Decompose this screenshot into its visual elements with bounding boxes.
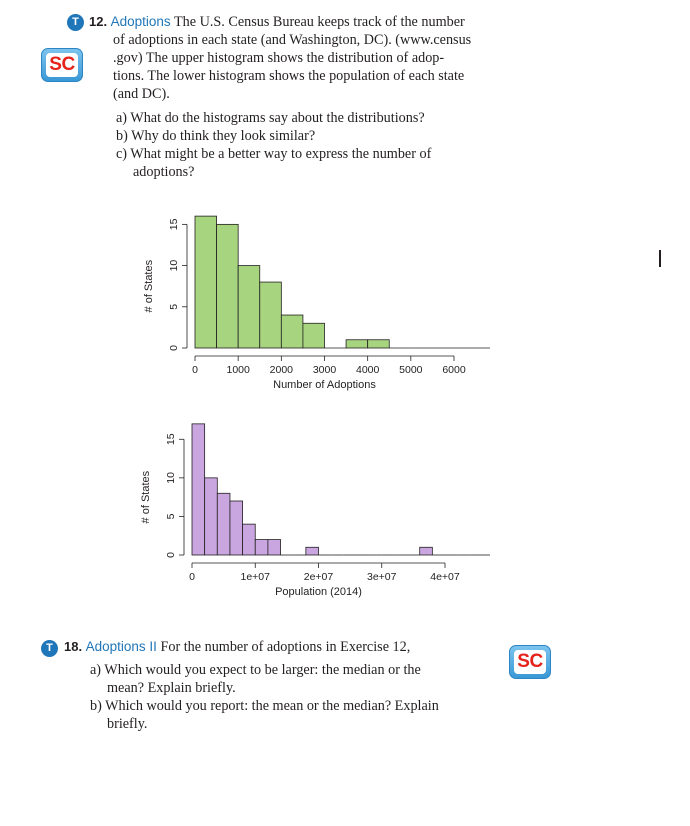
x-tick-label: 2000 bbox=[269, 364, 294, 376]
statement-line: (and DC). bbox=[113, 86, 170, 102]
statement-line: The U.S. Census Bureau keeps track of the number bbox=[173, 14, 465, 30]
part-c: c) What might be a better way to express the number of bbox=[116, 146, 432, 162]
x-tick-label: 6000 bbox=[442, 364, 466, 376]
x-tick-label: 2e+07 bbox=[303, 571, 334, 583]
statement-line: tions. The lower histogram shows the population of each state bbox=[113, 68, 465, 84]
sc-label: SC bbox=[46, 53, 78, 77]
statement-line: For the number of adoptions in Exercise 12, bbox=[160, 639, 411, 655]
y-tick-label: 5 bbox=[168, 303, 180, 310]
exercise-title: Adoptions II bbox=[85, 639, 157, 654]
x-tick-label: 3e+07 bbox=[367, 571, 397, 583]
statement-line: .gov) The upper histogram shows the distribution of adop- bbox=[113, 50, 445, 66]
histogram-bar bbox=[195, 216, 217, 348]
sc-badge-icon bbox=[509, 645, 551, 679]
x-axis-label: Population (2014) bbox=[275, 586, 362, 598]
histogram-bar bbox=[255, 540, 268, 555]
exercise-number: 12. bbox=[89, 14, 108, 29]
x-axis-label: Number of Adoptions bbox=[273, 379, 376, 391]
adoptions-histogram bbox=[130, 200, 490, 405]
exercise-number: 18. bbox=[64, 639, 83, 654]
t-badge-icon: T bbox=[41, 640, 58, 657]
exercise-18-statement bbox=[64, 638, 410, 656]
histogram-bar bbox=[192, 424, 205, 555]
t-badge-icon: T bbox=[67, 14, 84, 31]
part-c-cont: adoptions? bbox=[133, 164, 195, 180]
y-axis-label: # of States bbox=[140, 470, 152, 524]
x-tick-label: 3000 bbox=[312, 364, 337, 376]
x-tick-label: 0 bbox=[189, 571, 195, 583]
part-a-cont: mean? Explain briefly. bbox=[107, 680, 236, 696]
histogram-bar bbox=[217, 493, 230, 555]
x-tick-label: 5000 bbox=[399, 364, 423, 376]
y-tick-label: 10 bbox=[165, 472, 177, 484]
histogram-bar bbox=[268, 540, 281, 555]
y-tick-label: 10 bbox=[168, 259, 180, 272]
histogram-bar bbox=[217, 224, 239, 348]
part-b-cont: briefly. bbox=[107, 716, 148, 732]
histogram-bar bbox=[230, 501, 243, 555]
x-tick-label: 4e+07 bbox=[430, 571, 460, 583]
histogram-bar bbox=[306, 547, 319, 555]
y-tick-label: 5 bbox=[165, 513, 177, 520]
histogram-bar bbox=[260, 282, 282, 348]
statement-line: of adoptions in each state (and Washington, DC). (www.census bbox=[113, 32, 472, 48]
exercise-12-statement bbox=[89, 13, 471, 103]
x-tick-label: 0 bbox=[192, 364, 198, 376]
y-axis-label: # of States bbox=[143, 259, 155, 313]
y-tick-label: 15 bbox=[165, 433, 177, 446]
text-cursor bbox=[659, 250, 661, 267]
part-a: a) Which would you expect to be larger: the median or the bbox=[90, 662, 421, 678]
part-b: b) Why do think they look similar? bbox=[116, 128, 316, 144]
histogram-bar bbox=[238, 266, 260, 348]
population-histogram bbox=[130, 410, 490, 610]
histogram-bar bbox=[243, 524, 256, 555]
exercise-12-parts bbox=[116, 109, 431, 181]
histogram-bar bbox=[420, 547, 433, 555]
x-tick-label: 4000 bbox=[355, 364, 380, 376]
histogram-bar bbox=[303, 323, 325, 348]
histogram-bar bbox=[346, 340, 368, 348]
histogram-bar bbox=[281, 315, 303, 348]
y-tick-label: 0 bbox=[168, 345, 180, 351]
histogram-bar bbox=[205, 478, 218, 555]
y-tick-label: 0 bbox=[165, 552, 177, 558]
part-a: a) What do the histograms say about the distributions? bbox=[116, 110, 425, 126]
x-tick-label: 1e+07 bbox=[240, 571, 270, 583]
histogram-bar bbox=[368, 340, 390, 348]
exercise-title: Adoptions bbox=[110, 14, 171, 29]
sc-badge-icon bbox=[41, 48, 83, 82]
x-tick-label: 1000 bbox=[226, 364, 250, 376]
exercise-18-parts bbox=[90, 661, 439, 733]
y-tick-label: 15 bbox=[168, 218, 180, 231]
sc-label: SC bbox=[514, 650, 546, 674]
part-b: b) Which would you report: the mean or the median? Explain bbox=[90, 698, 439, 714]
